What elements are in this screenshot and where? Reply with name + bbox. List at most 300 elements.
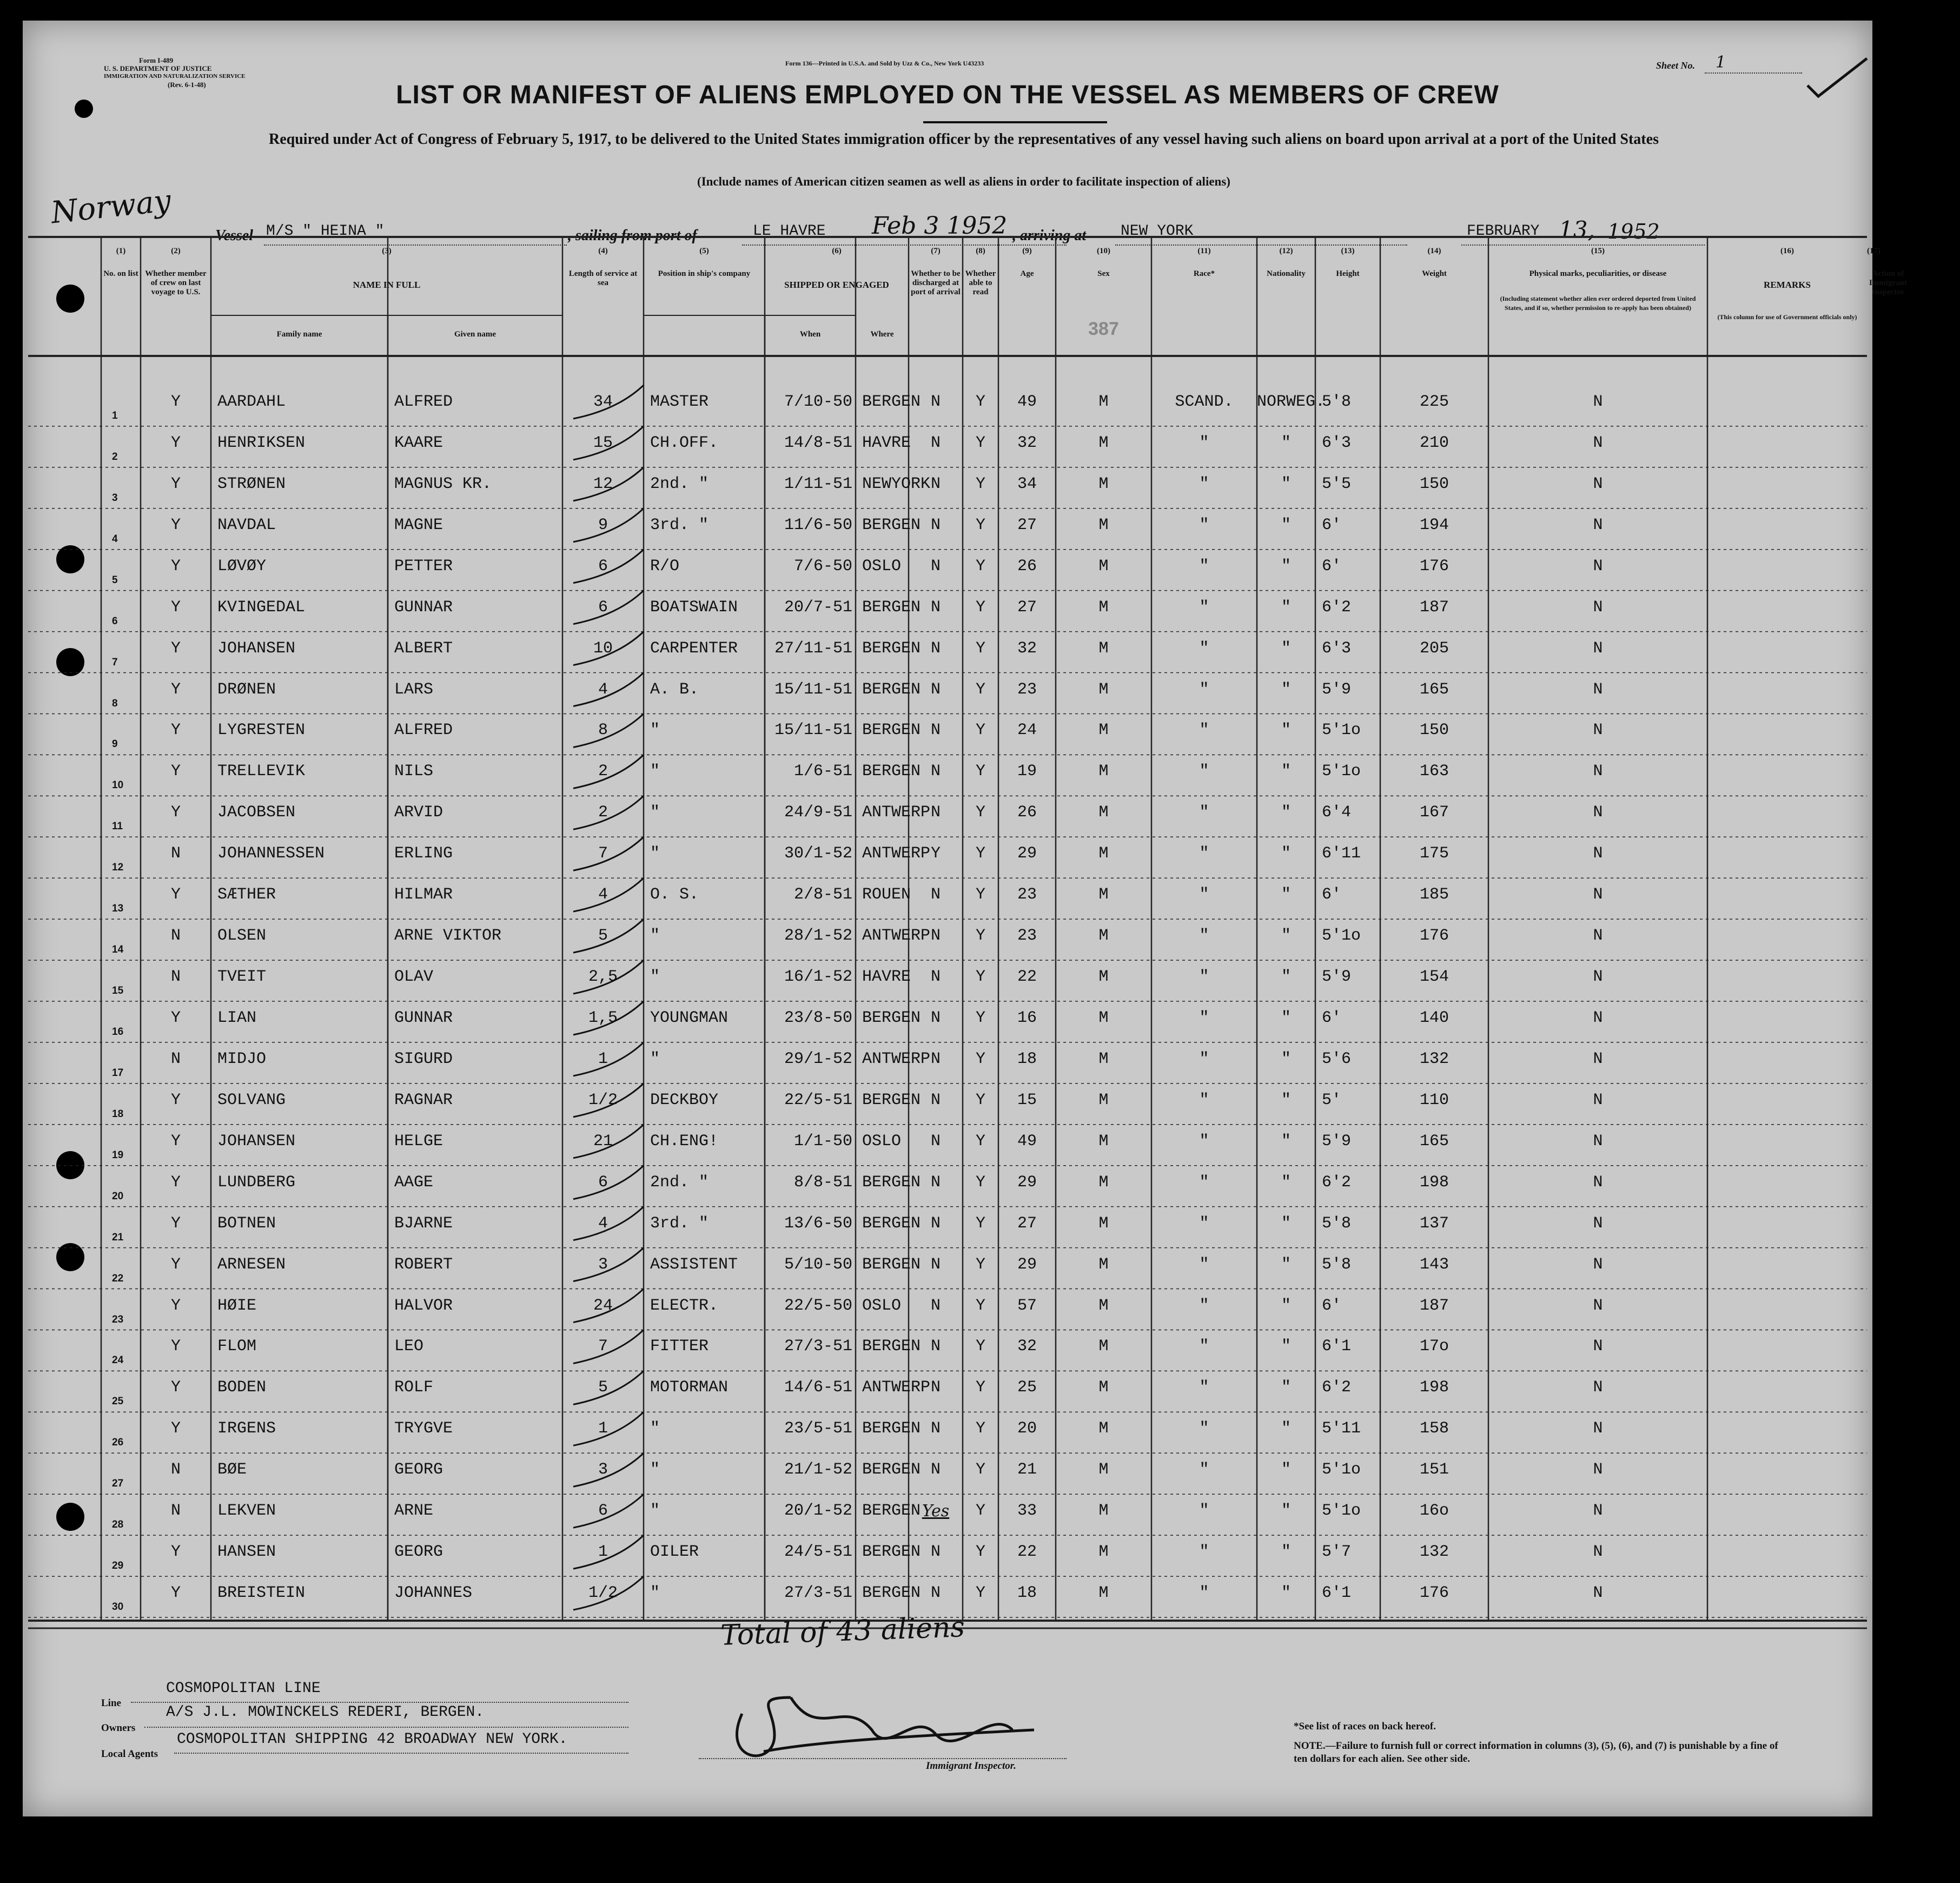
row-number: 30 (112, 1601, 124, 1613)
inspector-signature-line (699, 1758, 1067, 1759)
cell-read: Y (975, 1009, 985, 1027)
sheet-label: Sheet No. (1656, 60, 1695, 71)
cell-race: " (1199, 598, 1209, 617)
cell-last: Y (170, 557, 181, 576)
cell-race: " (1199, 1419, 1209, 1438)
cell-service: 1,5 (588, 1009, 618, 1027)
cell-age: 26 (1017, 803, 1037, 822)
cell-age: 32 (1017, 639, 1037, 658)
cell-age: 23 (1017, 886, 1037, 904)
cell-nat: " (1281, 844, 1291, 863)
cell-when: 1/6-51 (793, 762, 852, 781)
cell-where: BERGEN (862, 1337, 921, 1356)
cell-sex: M (1098, 433, 1109, 452)
cell-read: Y (975, 1419, 985, 1438)
form-number: Form I-489 (139, 56, 174, 64)
row-number: 3 (112, 492, 118, 504)
cell-sex: M (1098, 844, 1109, 863)
cell-family: HENRIKSEN (217, 433, 306, 452)
cell-service: 6 (598, 557, 608, 576)
cell-position: " (650, 803, 660, 822)
cell-read: Y (975, 1255, 985, 1274)
arrival-month: FEBRUARY (1467, 223, 1540, 240)
column-header: Height (1336, 269, 1360, 278)
cell-where: HAVRE (862, 968, 911, 987)
cell-weight: 163 (1419, 762, 1449, 781)
row-number: 27 (112, 1478, 124, 1490)
cell-last: N (170, 844, 181, 863)
cell-race: " (1199, 844, 1209, 863)
cell-where: NEWYORK (862, 474, 931, 493)
cell-age: 32 (1017, 1337, 1037, 1356)
cell-weight: 132 (1419, 1049, 1449, 1068)
cell-race: " (1199, 803, 1209, 822)
cell-where: HAVRE (862, 433, 911, 452)
cell-position: ELECTR. (650, 1296, 719, 1315)
cell-sex: M (1098, 516, 1109, 534)
cell-disch: N (930, 1461, 941, 1479)
column-number: (14) (1427, 247, 1441, 255)
cell-service: 4 (598, 886, 608, 904)
cell-family: IRGENS (217, 1419, 276, 1438)
column-number: (2) (171, 247, 181, 255)
cell-disch: N (930, 1543, 941, 1562)
cell-where: BERGEN (862, 1584, 921, 1603)
cell-when: 7/6-50 (793, 557, 852, 576)
owners-underline (144, 1727, 628, 1728)
cell-weight: 165 (1419, 680, 1449, 699)
cell-sex: M (1098, 680, 1109, 699)
cell-race: " (1199, 639, 1209, 658)
cell-given: MAGNUS KR. (394, 474, 492, 493)
cell-height: 5'9 (1322, 680, 1352, 699)
cell-sex: M (1098, 1419, 1109, 1438)
cell-position: " (650, 1502, 660, 1521)
cell-race: SCAND. (1175, 393, 1234, 411)
cell-nat: " (1281, 1502, 1291, 1521)
cell-given: HELGE (394, 1132, 443, 1151)
cell-age: 22 (1017, 968, 1037, 987)
cell-weight: 210 (1419, 433, 1449, 452)
cell-read: Y (975, 639, 985, 658)
cell-where: BERGEN (862, 393, 921, 411)
cell-last: Y (170, 1255, 181, 1274)
cell-nat: " (1281, 1214, 1291, 1233)
sheet-number: 1 (1716, 53, 1726, 72)
cell-height: 5'8 (1322, 1255, 1352, 1274)
cell-height: 5'8 (1322, 1214, 1352, 1233)
column-number: (10) (1097, 247, 1110, 255)
cell-where: ROUEN (862, 886, 911, 904)
cell-race: " (1199, 1543, 1209, 1562)
cell-nat: " (1281, 516, 1291, 534)
cell-family: AARDAHL (217, 393, 286, 411)
cell-read: Y (975, 844, 985, 863)
cell-weight: 187 (1419, 1296, 1449, 1315)
cell-where: BERGEN (862, 1543, 921, 1562)
cell-nat: " (1281, 1049, 1291, 1068)
cell-disch: N (930, 762, 941, 781)
cell-given: ALBERT (394, 639, 453, 658)
cell-service: 10 (593, 639, 613, 658)
cell-sex: M (1098, 1255, 1109, 1274)
cell-family: LØVØY (217, 557, 267, 576)
cell-service: 34 (593, 393, 613, 411)
cell-nat: " (1281, 680, 1291, 699)
cell-where: BERGEN (862, 1214, 921, 1233)
column-header: Physical marks, peculiarities, or disease (1529, 269, 1667, 278)
cell-height: 5'1o (1322, 1502, 1361, 1521)
cell-read: Y (975, 1584, 985, 1603)
cell-last: Y (170, 1584, 181, 1603)
cell-when: 11/6-50 (784, 516, 852, 534)
cell-given: ARNE VIKTOR (394, 927, 502, 946)
cell-age: 23 (1017, 927, 1037, 946)
cell-height: 6'11 (1322, 844, 1361, 863)
cell-when: 1/11-51 (784, 474, 852, 493)
cell-service: 6 (598, 598, 608, 617)
cell-given: JOHANNES (394, 1584, 473, 1603)
cell-age: 15 (1017, 1091, 1037, 1109)
cell-race: " (1199, 1502, 1209, 1521)
cell-weight: 175 (1419, 844, 1449, 863)
cell-marks: N (1593, 680, 1603, 699)
cell-position: " (650, 1584, 660, 1603)
cell-where: BERGEN (862, 721, 921, 740)
cell-given: LARS (394, 680, 434, 699)
cell-weight: 176 (1419, 927, 1449, 946)
cell-position: MOTORMAN (650, 1378, 729, 1397)
cell-nat: " (1281, 1091, 1291, 1109)
cell-last: N (170, 1461, 181, 1479)
column-header: Position in ship's company (658, 269, 751, 278)
cell-height: 6'2 (1322, 1378, 1352, 1397)
cell-service: 6 (598, 1502, 608, 1521)
line-value: COSMOPOLITAN LINE (166, 1680, 321, 1697)
column-header: NAME IN FULL (353, 280, 421, 290)
cell-marks: N (1593, 1543, 1603, 1562)
cell-sex: M (1098, 721, 1109, 740)
cell-when: 23/5-51 (784, 1419, 852, 1438)
family-name-subheader: Family name (276, 330, 322, 339)
row-number: 8 (112, 697, 118, 709)
row-number: 24 (112, 1355, 124, 1366)
cell-read: Y (975, 516, 985, 534)
cell-last: N (170, 1049, 181, 1068)
cell-when: 13/6-50 (784, 1214, 852, 1233)
cell-nat: " (1281, 803, 1291, 822)
row-number: 15 (112, 985, 124, 997)
cell-sex: M (1098, 1337, 1109, 1356)
cell-when: 22/5-50 (784, 1296, 852, 1315)
cell-given: OLAV (394, 968, 434, 987)
cell-disch: N (930, 1378, 941, 1397)
cell-marks: N (1593, 1009, 1603, 1027)
cell-given: HALVOR (394, 1296, 453, 1315)
cell-weight: 198 (1419, 1378, 1449, 1397)
cell-height: 5'1o (1322, 762, 1361, 781)
department: U. S. DEPARTMENT OF JUSTICE (104, 64, 212, 72)
row-number: 14 (112, 944, 124, 956)
cell-disch: N (930, 1337, 941, 1356)
cell-height: 6'1 (1322, 1584, 1352, 1603)
cell-height: 6'2 (1322, 1173, 1352, 1192)
cell-service: 2 (598, 762, 608, 781)
cell-nat: " (1281, 1173, 1291, 1192)
cell-height: 5'7 (1322, 1543, 1352, 1562)
cell-read: Y (975, 927, 985, 946)
cell-given: MAGNE (394, 516, 443, 534)
row-number: 23 (112, 1313, 124, 1325)
nationality-stamp: 387 (1088, 319, 1119, 339)
vessel-name: M/S " HEINA " (266, 223, 385, 240)
row-number: 5 (112, 574, 118, 586)
cell-where: ANTWERP (862, 927, 931, 946)
cell-sex: M (1098, 393, 1109, 411)
cell-read: Y (975, 1091, 985, 1109)
cell-last: Y (170, 1543, 181, 1562)
cell-weight: 16o (1419, 1502, 1449, 1521)
cell-when: 24/5-51 (784, 1543, 852, 1562)
cell-weight: 140 (1419, 1009, 1449, 1027)
cell-given: ARVID (394, 803, 443, 822)
column-number: (7) (931, 247, 941, 255)
cell-weight: 167 (1419, 803, 1449, 822)
cell-last: Y (170, 803, 181, 822)
cell-last: Y (170, 1091, 181, 1109)
cell-age: 27 (1017, 516, 1037, 534)
cell-family: NAVDAL (217, 516, 276, 534)
cell-age: 49 (1017, 1132, 1037, 1151)
cell-service: 2,5 (588, 968, 618, 987)
cell-disch: N (930, 1009, 941, 1027)
cell-race: " (1199, 557, 1209, 576)
cell-service: 15 (593, 433, 613, 452)
cell-when: 22/5-51 (784, 1091, 852, 1109)
cell-family: BØE (217, 1461, 247, 1479)
cell-read: Y (975, 680, 985, 699)
cell-position: 3rd. " (650, 516, 709, 534)
cell-marks: N (1593, 1296, 1603, 1315)
cell-service: 5 (598, 1378, 608, 1397)
cell-marks: N (1593, 1214, 1603, 1233)
cell-marks: N (1593, 803, 1603, 822)
cell-height: 5'5 (1322, 474, 1352, 493)
cell-position: CARPENTER (650, 639, 738, 658)
cell-position: O. S. (650, 886, 699, 904)
cell-service: 12 (593, 474, 613, 493)
column-header: Whether able to read (965, 269, 996, 296)
cell-disch: Yes (922, 1502, 950, 1521)
cell-position: CH.OFF. (650, 433, 719, 452)
cell-last: Y (170, 1132, 181, 1151)
cell-height: 5' (1322, 1091, 1342, 1109)
cell-sex: M (1098, 762, 1109, 781)
cell-last: Y (170, 474, 181, 493)
cell-read: Y (975, 1378, 985, 1397)
service-name: IMMIGRATION AND NATURALIZATION SERVICE (104, 73, 246, 80)
column-number: (6) (832, 247, 842, 255)
cell-read: Y (975, 474, 985, 493)
cell-where: BERGEN (862, 1502, 921, 1521)
cell-sex: M (1098, 1173, 1109, 1192)
cell-given: SIGURD (394, 1049, 453, 1068)
cell-position: " (650, 968, 660, 987)
cell-where: BERGEN (862, 1009, 921, 1027)
cell-sex: M (1098, 1132, 1109, 1151)
agents-underline (174, 1753, 628, 1754)
cell-family: JOHANSEN (217, 639, 296, 658)
cell-given: RAGNAR (394, 1091, 453, 1109)
cell-nat: " (1281, 598, 1291, 617)
cell-age: 32 (1017, 433, 1037, 452)
cell-given: NILS (394, 762, 434, 781)
cell-nat: " (1281, 968, 1291, 987)
cell-sex: M (1098, 1378, 1109, 1397)
cell-age: 20 (1017, 1419, 1037, 1438)
cell-family: BREISTEIN (217, 1584, 306, 1603)
column-header: Race* (1193, 269, 1215, 278)
cell-position: YOUNGMAN (650, 1009, 729, 1027)
cell-when: 1/1-50 (793, 1132, 852, 1151)
cell-when: 21/1-52 (784, 1461, 852, 1479)
cell-read: Y (975, 968, 985, 987)
cell-weight: 150 (1419, 474, 1449, 493)
cell-age: 16 (1017, 1009, 1037, 1027)
cell-position: " (650, 1461, 660, 1479)
sailing-date-handwritten: Feb 3 1952 (872, 212, 1008, 240)
cell-given: ROBERT (394, 1255, 453, 1274)
column-header: Nationality (1267, 269, 1306, 278)
cell-when: 28/1-52 (784, 927, 852, 946)
cell-height: 6' (1322, 1296, 1342, 1315)
cell-marks: N (1593, 762, 1603, 781)
cell-family: TRELLEVIK (217, 762, 306, 781)
cell-disch: N (930, 1296, 941, 1315)
cell-read: Y (975, 1502, 985, 1521)
cell-age: 49 (1017, 393, 1037, 411)
cell-position: " (650, 762, 660, 781)
cell-when: 14/6-51 (784, 1378, 852, 1397)
cell-height: 6' (1322, 516, 1342, 534)
cell-last: Y (170, 639, 181, 658)
row-number: 13 (112, 903, 124, 915)
cell-when: 16/1-52 (784, 968, 852, 987)
cell-marks: N (1593, 516, 1603, 534)
cell-age: 29 (1017, 844, 1037, 863)
cell-read: Y (975, 1173, 985, 1192)
cell-marks: N (1593, 1173, 1603, 1192)
cell-last: Y (170, 598, 181, 617)
cell-marks: N (1593, 886, 1603, 904)
cell-nat: " (1281, 1419, 1291, 1438)
column-number: (13) (1341, 247, 1355, 255)
cell-disch: N (930, 1214, 941, 1233)
row-number: 29 (112, 1560, 124, 1572)
cell-disch: N (930, 474, 941, 493)
cell-height: 6'2 (1322, 598, 1352, 617)
row-number: 4 (112, 533, 118, 545)
column-header: Whether to be discharged at port of arrival (911, 269, 961, 296)
cell-marks: N (1593, 1584, 1603, 1603)
cell-marks: N (1593, 1091, 1603, 1109)
cell-read: Y (975, 762, 985, 781)
cell-disch: N (930, 1091, 941, 1109)
cell-age: 57 (1017, 1296, 1037, 1315)
cell-position: " (650, 844, 660, 863)
cell-when: 7/10-50 (784, 393, 852, 411)
cell-weight: 17o (1419, 1337, 1449, 1356)
given-name-subheader: Given name (454, 330, 496, 339)
cell-race: " (1199, 1173, 1209, 1192)
row-number: 21 (112, 1231, 124, 1243)
cell-last: Y (170, 886, 181, 904)
cell-given: GEORG (394, 1543, 443, 1562)
cell-sex: M (1098, 1461, 1109, 1479)
cell-marks: N (1593, 557, 1603, 576)
cell-weight: 176 (1419, 557, 1449, 576)
page-subtitle-note: (Include names of American citizen seamen as well as aliens in order to facilitate inspection of aliens) (697, 175, 1230, 188)
page-title: LIST OR MANIFEST OF ALIENS EMPLOYED ON THE VESSEL AS MEMBERS OF CREW (396, 81, 1499, 109)
column-number: (11) (1197, 247, 1211, 255)
cell-read: Y (975, 1296, 985, 1315)
cell-service: 1 (598, 1419, 608, 1438)
cell-family: LYGRESTEN (217, 721, 306, 740)
cell-height: 5'1o (1322, 1461, 1361, 1479)
cell-read: Y (975, 433, 985, 452)
column-number: (12) (1279, 247, 1293, 255)
cell-marks: N (1593, 1502, 1603, 1521)
form-revision: (Rev. 6-1-48) (168, 81, 206, 89)
row-number: 1 (112, 410, 118, 421)
cell-where: OSLO (862, 1132, 902, 1151)
cell-disch: Y (930, 844, 941, 863)
cell-race: " (1199, 680, 1209, 699)
cell-marks: N (1593, 1337, 1603, 1356)
cell-position: " (650, 721, 660, 740)
cell-family: LUNDBERG (217, 1173, 296, 1192)
column-number: (4) (598, 247, 608, 255)
cell-disch: N (930, 1419, 941, 1438)
cell-last: Y (170, 1214, 181, 1233)
cell-when: 27/3-51 (784, 1584, 852, 1603)
cell-disch: N (930, 721, 941, 740)
cell-given: GUNNAR (394, 598, 453, 617)
cell-age: 19 (1017, 762, 1037, 781)
cell-given: PETTER (394, 557, 453, 576)
cell-height: 5'1o (1322, 927, 1361, 946)
page-subtitle: Required under Act of Congress of February 5, 1917, to be delivered to the United States immigration officer by the representatives of any vessel having such aliens on board upon arrival at a port of the United States (269, 131, 1659, 148)
cell-service: 9 (598, 516, 608, 534)
cell-read: Y (975, 1214, 985, 1233)
cell-when: 2/8-51 (793, 886, 852, 904)
cell-nat: " (1281, 1255, 1291, 1274)
cell-nat: " (1281, 433, 1291, 452)
cell-height: 5'1o (1322, 721, 1361, 740)
cell-given: AAGE (394, 1173, 434, 1192)
row-number: 26 (112, 1437, 124, 1449)
column-header: Age (1020, 269, 1034, 278)
cell-height: 6'1 (1322, 1337, 1352, 1356)
cell-when: 30/1-52 (784, 844, 852, 863)
cell-service: 1 (598, 1049, 608, 1068)
cell-age: 25 (1017, 1378, 1037, 1397)
cell-family: JACOBSEN (217, 803, 296, 822)
cell-height: 6' (1322, 1009, 1342, 1027)
cell-family: SÆTHER (217, 886, 276, 904)
owners-label: Owners (101, 1722, 136, 1734)
cell-race: " (1199, 1132, 1209, 1151)
